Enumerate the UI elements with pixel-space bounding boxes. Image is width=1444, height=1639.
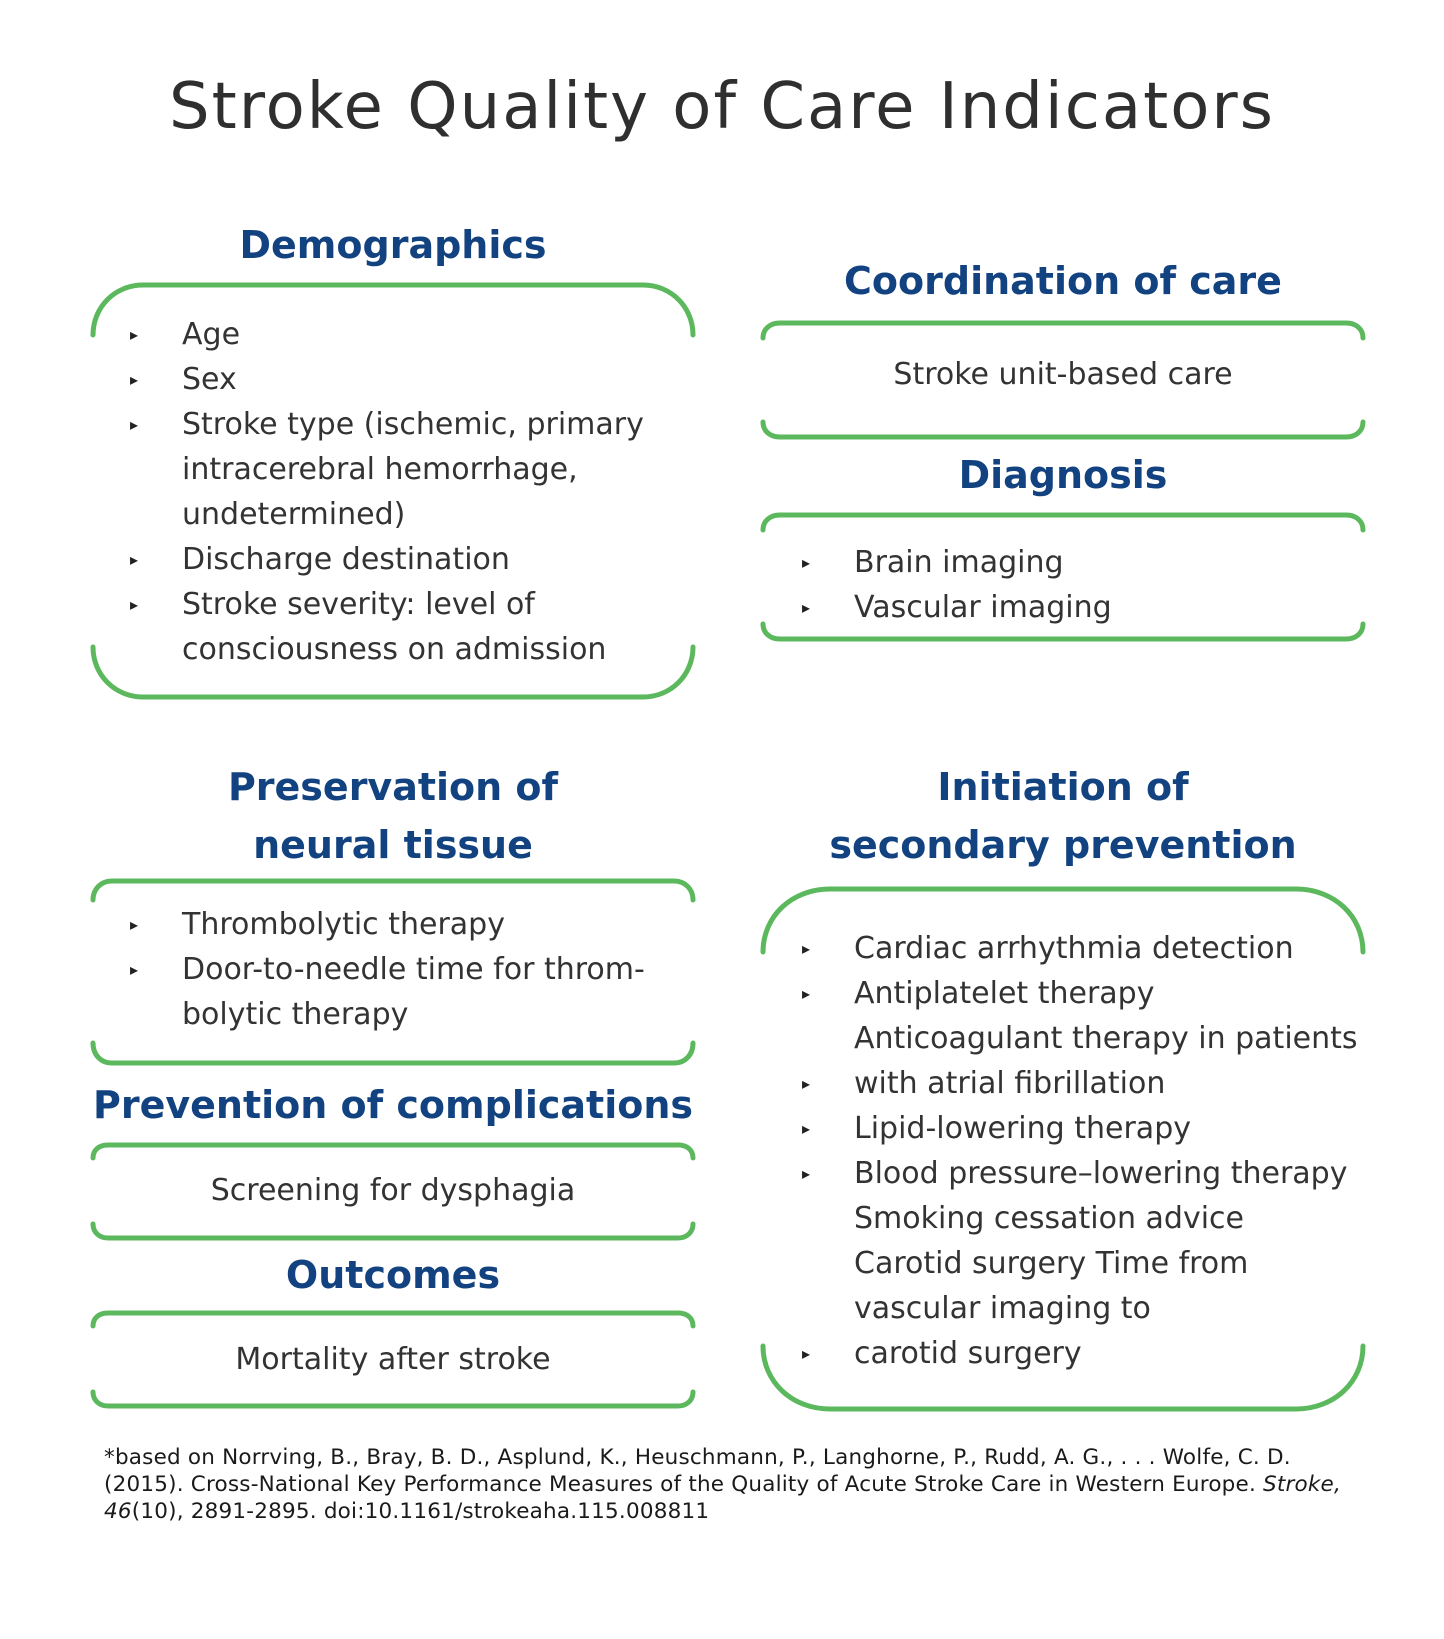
secondary-content <box>802 926 1362 1376</box>
diagnosis-heading: Diagnosis <box>958 453 1168 497</box>
triangle-right-icon: ▸ <box>130 370 139 389</box>
prevention-text: Screening for dysphagia <box>210 1173 576 1208</box>
triangle-right-icon: ▸ <box>802 553 811 572</box>
list-item-text: Antiplatelet therapy <box>854 976 1155 1011</box>
list-item <box>130 582 670 672</box>
preservation-heading-line2: neural tissue <box>253 823 533 867</box>
page-title: Stroke Quality of Care Indicators <box>168 70 1276 144</box>
triangle-right-icon: ▸ <box>130 595 139 614</box>
list-item-text: Carotid surgery Time from <box>854 1246 1249 1281</box>
diagnosis-list <box>802 540 1342 630</box>
preservation-list <box>130 902 670 1037</box>
list-item <box>802 585 1342 630</box>
list-item-text: vascular imaging to <box>854 1291 1151 1326</box>
triangle-right-icon: ▸ <box>130 960 139 979</box>
list-item <box>802 1016 1362 1061</box>
outcomes-text: Mortality after stroke <box>235 1342 551 1377</box>
list-item-text: carotid surgery <box>854 1336 1082 1371</box>
triangle-right-icon: ▸ <box>802 1344 811 1363</box>
triangle-right-icon: ▸ <box>802 598 811 617</box>
list-item-text: Brain imaging <box>854 545 1064 580</box>
list-item-text: Thrombolytic therapy <box>182 907 505 942</box>
triangle-right-icon: ▸ <box>802 1074 811 1093</box>
outcomes-heading: Outcomes <box>285 1253 501 1297</box>
list-item <box>802 1286 1362 1331</box>
list-item-text: with atrial fibrillation <box>854 1066 1166 1101</box>
list-item <box>802 1151 1362 1196</box>
list-item <box>130 402 670 537</box>
list-item <box>130 312 670 357</box>
triangle-right-icon: ▸ <box>130 415 139 434</box>
citation <box>104 1444 1364 1525</box>
list-item <box>130 947 670 1037</box>
preservation-heading-line1: Preservation of <box>227 765 559 809</box>
prevention-heading: Prevention of complications <box>92 1083 694 1127</box>
list-item-text: Anticoagulant therapy in patients <box>854 1021 1358 1056</box>
list-item <box>802 1196 1362 1241</box>
secondary-heading <box>760 758 1366 874</box>
triangle-right-icon: ▸ <box>802 1164 811 1183</box>
triangle-right-icon: ▸ <box>130 915 139 934</box>
list-item-text: Vascular imaging <box>854 590 1112 625</box>
list-item <box>802 926 1362 971</box>
list-item <box>802 540 1342 585</box>
citation-details: (10), 2891-2895. doi:10.1161/strokeaha.115.008811 <box>131 1499 710 1524</box>
preservation-heading <box>90 758 696 874</box>
list-item <box>802 971 1362 1016</box>
triangle-right-icon: ▸ <box>802 939 811 958</box>
list-item <box>130 537 670 582</box>
list-item <box>802 1106 1362 1151</box>
list-item <box>130 357 670 402</box>
triangle-right-icon: ▸ <box>802 984 811 1003</box>
list-item-text: Door-to-needle time for throm-bolytic therapy <box>182 952 645 1032</box>
secondary-heading-line1: Initiation of <box>937 765 1189 809</box>
demographics-list <box>130 312 670 672</box>
demographics-heading: Demographics <box>239 223 547 267</box>
triangle-right-icon: ▸ <box>130 550 139 569</box>
preservation-content <box>130 902 670 1037</box>
list-item-text: Cardiac arrhythmia detection <box>854 931 1294 966</box>
list-item <box>130 902 670 947</box>
list-item-text: Stroke type (ischemic, primary intracerebral hemorrhage, undetermined) <box>182 407 644 532</box>
secondary-list <box>802 926 1362 1376</box>
citation-journal: Stroke, 46 <box>104 1472 1342 1524</box>
list-item-text: Smoking cessation advice <box>854 1201 1244 1236</box>
citation-text: *based on Norrving, B., Bray, B. D., Asplund, K., Heuschmann, P., Langhorne, P., Rudd, A. G., . . . Wolfe, C. D. (2015). Cross-National Key Performance Measures of the Quality of Acute Stroke Care in Western Europe. <box>104 1445 1291 1497</box>
list-item <box>802 1061 1362 1106</box>
triangle-right-icon: ▸ <box>130 325 139 344</box>
list-item-text: Stroke severity: level of consciousness on admission <box>182 587 607 667</box>
triangle-right-icon: ▸ <box>802 1119 811 1138</box>
list-item <box>802 1241 1362 1286</box>
coordination-text: Stroke unit-based care <box>893 357 1233 392</box>
demographics-content <box>130 312 670 672</box>
list-item-text: Age <box>182 317 241 352</box>
list-item-text: Lipid-lowering therapy <box>854 1111 1191 1146</box>
coordination-heading: Coordination of care <box>844 259 1282 303</box>
list-item-text: Discharge destination <box>182 542 510 577</box>
secondary-heading-line2: secondary prevention <box>829 823 1297 867</box>
diagnosis-content <box>802 540 1342 630</box>
list-item <box>802 1331 1362 1376</box>
list-item-text: Blood pressure–lowering therapy <box>854 1156 1348 1191</box>
list-item-text: Sex <box>182 362 237 397</box>
